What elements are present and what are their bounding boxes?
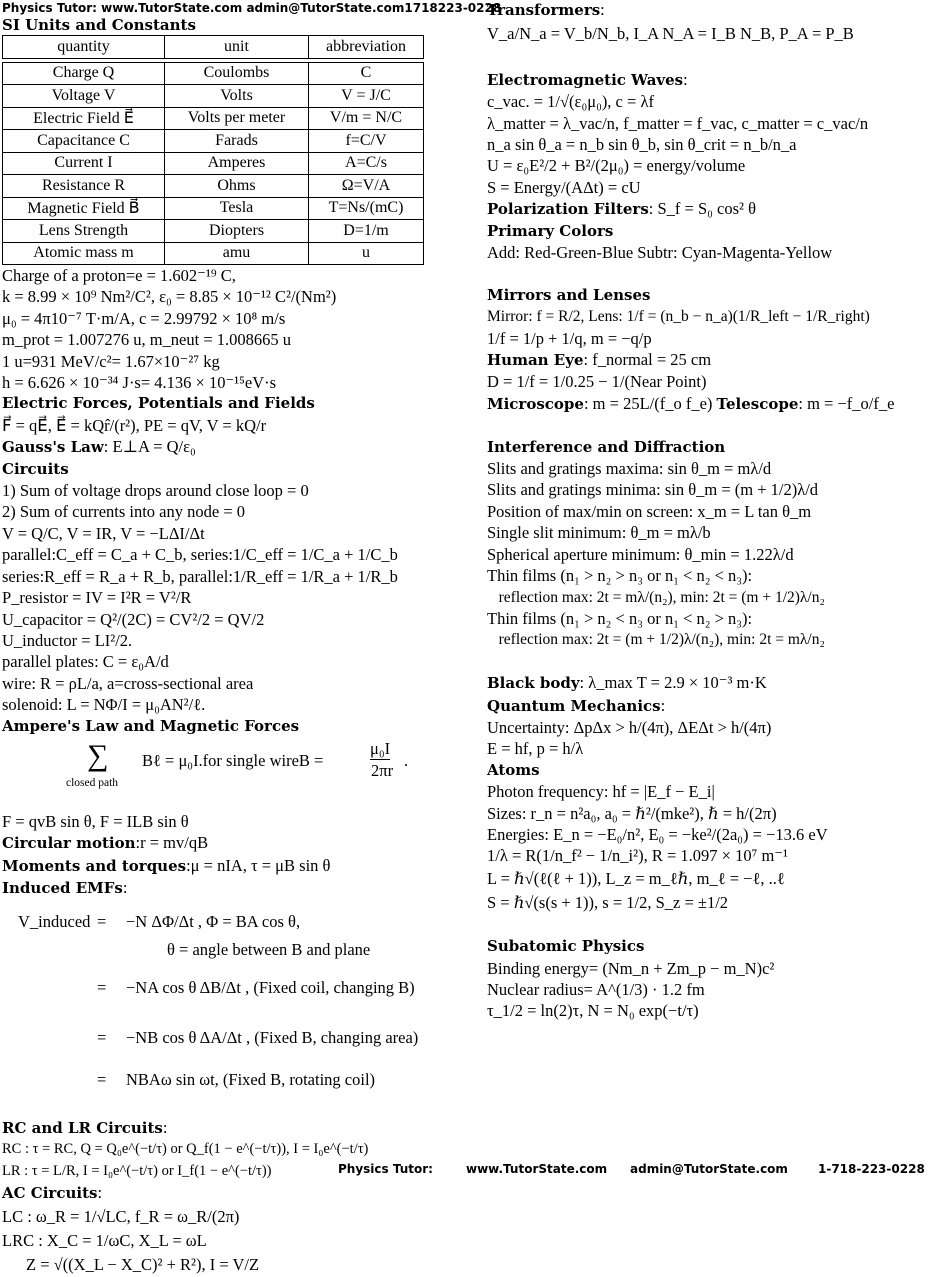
em-title: Electromagnetic Waves bbox=[487, 70, 684, 89]
interference-line: Position of max/min on screen: x_m = L tan θ_m bbox=[487, 501, 812, 521]
subatomic-line: τ_1/2 = ln(2)τ, N = N₀ exp(−t/τ) bbox=[487, 1001, 699, 1021]
mirrors-line: Mirror: f = R/2, Lens: 1/f = (n_b − n_a)(1/R_left − 1/R_right) bbox=[487, 308, 870, 326]
transformers-eq: V_a/N_a = V_b/N_b, I_A N_A = I_B N_B, P_A = P_B bbox=[487, 24, 854, 44]
table-header-row bbox=[3, 36, 424, 59]
microscope-line bbox=[487, 393, 951, 415]
interference-line: Slits and gratings maxima: sin θ_m = mλ/d bbox=[487, 459, 772, 479]
table-cell: Coulombs bbox=[165, 62, 309, 85]
primary-line: Add: Red-Green-Blue Subtr: Cyan-Magenta-Yellow bbox=[487, 243, 833, 263]
interference-line: Single slit minimum: θ_m = mλ/b bbox=[487, 523, 711, 543]
table-cell: Amperes bbox=[165, 152, 309, 175]
left-column bbox=[2, 0, 502, 1277]
moments-line bbox=[2, 855, 480, 877]
table-cell: Lens Strength bbox=[3, 220, 165, 243]
circuit-line: 1) Sum of voltage drops around close loop = 0 bbox=[2, 481, 309, 501]
table-cell: Ω=V/A bbox=[309, 175, 424, 198]
em-colon: : bbox=[683, 69, 688, 89]
rc-colon: : bbox=[162, 1117, 168, 1137]
moments-eq: :μ = nIA, τ = μB sin θ bbox=[186, 855, 331, 875]
rc-eq-line: LR : τ = L/R, I = I₀e^(−t/τ) or I_f(1 − e^(−t/τ)) bbox=[2, 1162, 272, 1179]
induced-row-1: −N ΔΦ/Δt , Φ = BA cos θ, bbox=[126, 911, 301, 931]
qm-line: Uncertainty: ΔpΔx > h/(4π), ΔEΔt > h/(4π) bbox=[487, 717, 772, 737]
electric-title: Electric Forces, Potentials and Fields bbox=[2, 394, 315, 413]
rc-label: RC and LR Circuits bbox=[2, 1118, 163, 1137]
table-cell: amu bbox=[165, 242, 309, 265]
atoms-line: L = ℏ√(ℓ(ℓ + 1)), L_z = m_ℓℏ, m_ℓ = −ℓ, ..ℓ bbox=[487, 868, 785, 888]
telescope-label: Telescope bbox=[716, 394, 799, 413]
constant-line: k = 8.99 × 10⁹ Nm²/C², ε₀ = 8.85 × 10⁻¹² C²/(Nm²) bbox=[2, 287, 337, 307]
moments-label: Moments and torques bbox=[2, 856, 187, 875]
table-cell: Atomic mass m bbox=[3, 242, 165, 265]
qm-line: E = hf, p = h/λ bbox=[487, 739, 584, 759]
primary-title: Primary Colors bbox=[487, 221, 614, 240]
polarization-line bbox=[487, 198, 951, 220]
units-table bbox=[2, 35, 424, 59]
microscope-label: Microscope bbox=[487, 394, 584, 413]
constant-line: Charge of a proton=e = 1.602⁻¹⁹ C, bbox=[2, 266, 236, 285]
atoms-line: Energies: E_n = −E₀/n², E₀ = −ke²/(2a₀) = −13.6 eV bbox=[487, 824, 828, 844]
constant-line: μ₀ = 4π10⁻⁷ T·m/A, c = 2.99792 × 10⁸ m/s bbox=[2, 308, 286, 328]
transformers-title: Transformers bbox=[487, 1, 601, 19]
qm-colon: : bbox=[660, 695, 666, 715]
blackbody-label: Black body bbox=[487, 674, 580, 693]
ac-eq-line: LRC : X_C = 1/ωC, X_L = ωL bbox=[2, 1230, 207, 1250]
circuit-line: solenoid: L = NΦ/I = μ₀AN²/ℓ. bbox=[2, 695, 206, 715]
eye-label: Human Eye bbox=[487, 351, 584, 370]
circuit-line: parallel:C_eff = C_a + C_b, series:1/C_eff = 1/C_a + 1/C_b bbox=[2, 545, 398, 565]
circular-eq: :r = mv/qB bbox=[135, 833, 209, 853]
polarization-eq: : S_f = S₀ cos² θ bbox=[648, 199, 756, 219]
sum-symbol: ∑ bbox=[87, 738, 109, 772]
table-cell: Charge Q bbox=[3, 62, 165, 85]
table-cell: Volts per meter bbox=[165, 107, 309, 130]
force-line: F = qvB sin θ, F = ILB sin θ bbox=[2, 811, 189, 831]
circuit-line: P_resistor = IV = I²R = V²/R bbox=[2, 588, 192, 608]
induced-equations bbox=[2, 900, 480, 1096]
interference-title: Interference and Diffraction bbox=[487, 437, 726, 456]
transformers-colon: : bbox=[600, 0, 605, 19]
table-cell: Voltage V bbox=[3, 85, 165, 108]
subatomic-line: Binding energy= (Nm_n + Zm_p − m_N)c² bbox=[487, 958, 775, 978]
mirrors-title: Mirrors and Lenses bbox=[487, 285, 651, 304]
interference-line: Spherical aperture minimum: θ_min = 1.22λ/d bbox=[487, 544, 794, 564]
table-row bbox=[3, 107, 424, 130]
atoms-line: Photon frequency: hf = |E_f − E_i| bbox=[487, 782, 715, 802]
footer-label: Physics Tutor: bbox=[338, 1162, 433, 1176]
constant-line: h = 6.626 × 10⁻³⁴ J·s= 4.136 × 10⁻¹⁵eV·s bbox=[2, 373, 277, 393]
header-cell: quantity bbox=[3, 36, 165, 59]
equals-sign: = bbox=[97, 977, 107, 997]
table-cell: V/m = N/C bbox=[309, 107, 424, 130]
header-cell: abbreviation bbox=[309, 36, 424, 59]
induced-row-2: −NA cos θ ΔB/Δt , (Fixed coil, changing B) bbox=[126, 977, 415, 997]
table-cell: Farads bbox=[165, 130, 309, 153]
table-cell: Volts bbox=[165, 85, 309, 108]
ampere-title: Ampere's Law and Magnetic Forces bbox=[2, 716, 300, 735]
eye-eq: : f_normal = 25 cm bbox=[583, 350, 712, 370]
induced-line bbox=[2, 877, 480, 899]
table-row bbox=[3, 220, 424, 243]
circuits-title: Circuits bbox=[2, 459, 69, 478]
atoms-title: Atoms bbox=[487, 760, 540, 779]
table-cell: Current I bbox=[3, 152, 165, 175]
table-cell: D=1/m bbox=[309, 220, 424, 243]
table-cell: f=C/V bbox=[309, 130, 424, 153]
em-line: n_a sin θ_a = n_b sin θ_b, sin θ_crit = n_b/n_a bbox=[487, 135, 797, 155]
right-column bbox=[487, 0, 951, 1022]
table-cell: Magnetic Field B⃗ bbox=[3, 197, 165, 220]
sum-subscript: closed path bbox=[66, 776, 119, 789]
induced-row-4: NBAω sin ωt, (Fixed B, rotating coil) bbox=[126, 1069, 376, 1089]
footer-website: www.TutorState.com bbox=[466, 1162, 608, 1176]
circular-label: Circular motion bbox=[2, 834, 136, 853]
circular-line bbox=[2, 832, 480, 854]
interference-line: Thin films (n₁ > n₂ < n₃ or n₁ < n₂ > n₃): bbox=[487, 608, 753, 628]
rc-eq-line: RC : τ = RC, Q = Q₀e^(−t/τ) or Q_f(1 − e^(−t/τ)), I = I₀e^(−t/τ) bbox=[2, 1141, 369, 1158]
circuit-line: U_capacitor = Q²/(2C) = CV²/2 = QV/2 bbox=[2, 609, 265, 629]
polarization-label: Polarization Filters bbox=[487, 200, 649, 219]
footer-phone: 1-718-223-0228 bbox=[818, 1162, 925, 1176]
circuit-line: wire: R = ρL/a, a=cross-sectional area bbox=[2, 673, 254, 693]
equals-sign: = bbox=[97, 1069, 107, 1089]
transformers-line bbox=[487, 0, 951, 21]
ac-eq-line: Z = √((X_L − X_C)² + R²), I = V/Z bbox=[26, 1254, 260, 1274]
microscope-eq: : m = 25L/(f_o f_e) bbox=[583, 393, 717, 413]
table-cell: V = J/C bbox=[309, 85, 424, 108]
si-title: SI Units and Constants bbox=[2, 16, 196, 34]
mirrors-line: 1/f = 1/p + 1/q, m = −q/p bbox=[487, 328, 652, 348]
table-row bbox=[3, 175, 424, 198]
eye-line bbox=[487, 349, 951, 371]
ac-label: AC Circuits bbox=[2, 1184, 98, 1203]
table-row bbox=[3, 130, 424, 153]
table-cell: C bbox=[309, 62, 424, 85]
ampere-period: . bbox=[404, 750, 409, 770]
qm-title-line bbox=[487, 695, 951, 717]
atoms-line: Sizes: r_n = n²a₀, a₀ = ℏ²/(mke²), ℏ = h/(2π) bbox=[487, 803, 777, 823]
table-cell: u bbox=[309, 242, 424, 265]
table-row bbox=[3, 197, 424, 220]
interference-line: Thin films (n₁ > n₂ > n₃ or n₁ < n₂ < n₃): bbox=[487, 566, 753, 586]
constant-line: 1 u=931 MeV/c²= 1.67×10⁻²⁷ kg bbox=[2, 351, 220, 371]
gauss-eq: : E⊥A = Q/ε₀ bbox=[103, 437, 196, 457]
table-cell: Diopters bbox=[165, 220, 309, 243]
equals-sign: = bbox=[97, 1027, 107, 1047]
induced-colon: : bbox=[122, 878, 128, 898]
em-line: S = Energy/(AΔt) = cU bbox=[487, 177, 641, 197]
ampere-equation bbox=[2, 737, 480, 811]
table-cell: Tesla bbox=[165, 197, 309, 220]
ampere-eq-text: Bℓ = μ₀I.for single wireB = bbox=[142, 750, 324, 770]
interference-line: reflection max: 2t = mλ/(n₂), min: 2t = (m + 1/2)λ/n₂ bbox=[487, 588, 825, 606]
table-row bbox=[3, 242, 424, 265]
qm-title: Quantum Mechanics bbox=[487, 696, 661, 715]
ampere-numerator: μ₀I bbox=[370, 738, 391, 758]
em-title-line bbox=[487, 69, 951, 91]
ac-eq-line: LC : ω_R = 1/√LC, f_R = ω_R/(2π) bbox=[2, 1206, 240, 1226]
telescope-eq: : m = −f_o/f_e bbox=[798, 393, 895, 413]
table-row bbox=[3, 85, 424, 108]
table-row bbox=[3, 62, 424, 85]
interference-line: Slits and gratings minima: sin θ_m = (m + 1/2)λ/d bbox=[487, 480, 819, 500]
circuit-line: series:R_eff = R_a + R_b, parallel:1/R_eff = 1/R_a + 1/R_b bbox=[2, 566, 398, 586]
table-cell: Electric Field E⃗ bbox=[3, 107, 165, 130]
circuit-line: V = Q/C, V = IR, V = −LΔI/Δt bbox=[2, 523, 205, 543]
header-cell: unit bbox=[165, 36, 309, 59]
constant-line: m_prot = 1.007276 u, m_neut = 1.008665 u bbox=[2, 330, 292, 350]
equals-sign: = bbox=[97, 911, 107, 931]
header-line: Physics Tutor: www.TutorState.com admin@TutorState.com1718223-0228 bbox=[2, 1, 502, 15]
gauss-line bbox=[2, 436, 480, 458]
circuit-line: U_inductor = LI²/2. bbox=[2, 630, 133, 650]
table-cell: Ohms bbox=[165, 175, 309, 198]
blackbody-line bbox=[487, 672, 951, 694]
ac-colon: : bbox=[97, 1183, 103, 1203]
gauss-label: Gauss's Law bbox=[2, 438, 104, 457]
em-line: U = ε₀E²/2 + B²/(2μ₀) = energy/volume bbox=[487, 156, 746, 176]
footer-email: admin@TutorState.com bbox=[630, 1162, 788, 1176]
circuit-line: parallel plates: C = ε₀A/d bbox=[2, 652, 169, 672]
induced-row-3: −NB cos θ ΔA/Δt , (Fixed B, changing area) bbox=[126, 1027, 419, 1047]
ampere-denominator: 2πr bbox=[371, 760, 394, 780]
circuit-line: 2) Sum of currents into any node = 0 bbox=[2, 502, 246, 522]
electric-line: F⃗ = qE⃗, E⃗ = kQr̂/(r²), PE = qV, V = kQ/r bbox=[2, 415, 267, 435]
table-cell: Capacitance C bbox=[3, 130, 165, 153]
blackbody-eq: : λ_max T = 2.9 × 10⁻³ m·K bbox=[579, 673, 767, 693]
em-line: c_vac. = 1/√(ε₀μ₀), c = λf bbox=[487, 92, 654, 112]
table-row bbox=[3, 152, 424, 175]
atoms-line: S = ℏ√(s(s + 1)), s = 1/2, S_z = ±1/2 bbox=[487, 892, 729, 912]
rc-line bbox=[2, 1117, 480, 1139]
table-cell: T=Ns/(mC) bbox=[309, 197, 424, 220]
table-cell: A=C/s bbox=[309, 152, 424, 175]
induced-lhs: V_induced bbox=[18, 911, 91, 931]
interference-line: reflection max: 2t = (m + 1/2)λ/(n₂), min: 2t = mλ/n₂ bbox=[487, 631, 825, 649]
em-line: λ_matter = λ_vac/n, f_matter = f_vac, c_matter = c_vac/n bbox=[487, 113, 869, 133]
subatomic-title: Subatomic Physics bbox=[487, 937, 645, 956]
induced-label: Induced EMFs bbox=[2, 879, 123, 898]
subatomic-line: Nuclear radius= A^(1/3) · 1.2 fm bbox=[487, 979, 705, 999]
induced-row-1b: θ = angle between B and plane bbox=[167, 939, 371, 959]
atoms-line: 1/λ = R(1/n_f² − 1/n_i²), R = 1.097 × 10⁷ m⁻¹ bbox=[487, 846, 788, 866]
table-cell: Resistance R bbox=[3, 175, 165, 198]
eye-line-2: D = 1/f = 1/0.25 − 1/(Near Point) bbox=[487, 372, 707, 392]
ac-line bbox=[2, 1182, 480, 1204]
units-body-table bbox=[2, 62, 424, 266]
